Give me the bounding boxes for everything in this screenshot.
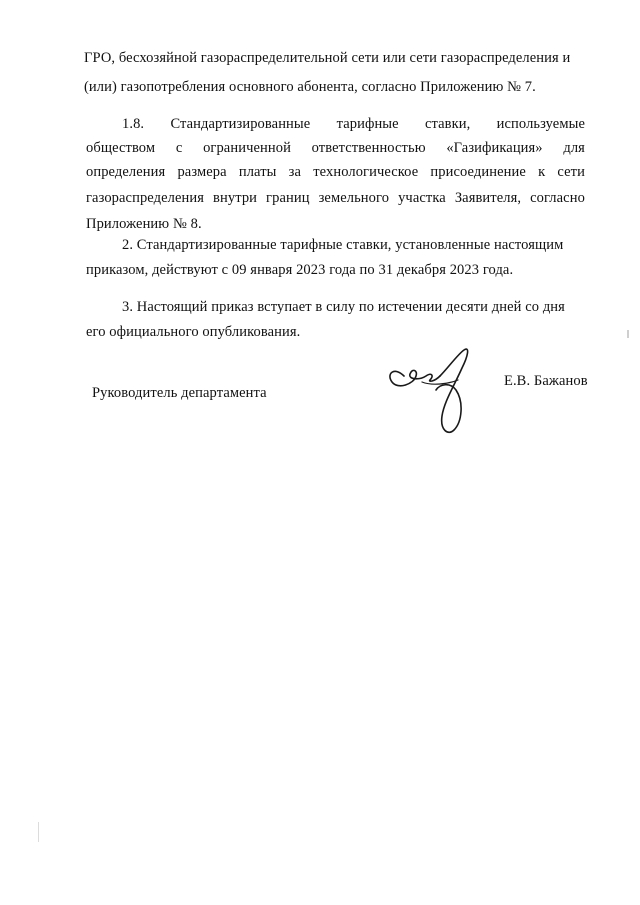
word: согласно: [530, 190, 585, 206]
paragraph-line: ГРО, бесхозяйной газораспределительной сети или сети газораспределения и: [84, 50, 571, 66]
word: обществом: [86, 140, 156, 156]
word: границ: [266, 190, 310, 206]
word: к: [538, 164, 546, 180]
position-title: Руководитель департамента: [92, 385, 267, 401]
paragraph-line-justified: [122, 116, 585, 133]
paragraph-line: его официального опубликования.: [86, 324, 301, 340]
scan-artifact: [627, 330, 629, 338]
word: размера: [177, 164, 227, 180]
paragraph-line-justified: [86, 140, 585, 157]
word: газораспределения: [86, 190, 205, 206]
word: Заявителя,: [454, 190, 522, 206]
word: сети: [557, 164, 585, 180]
word: присоединение: [430, 164, 526, 180]
scan-artifact: [38, 822, 39, 842]
word: «Газификация»: [446, 140, 543, 156]
paragraph-line-justified: [86, 164, 585, 181]
word: за: [288, 164, 302, 180]
word: ответственностью: [311, 140, 426, 156]
word: определения: [86, 164, 166, 180]
paragraph-line: приказом, действуют с 09 января 2023 года по 31 декабря 2023 года.: [86, 262, 514, 278]
word: ограниченной: [203, 140, 291, 156]
word: с: [175, 140, 183, 156]
word: участка: [398, 190, 446, 206]
handwritten-signature: [382, 346, 482, 438]
word: земельного: [318, 190, 390, 206]
word: 1.8.: [122, 116, 145, 132]
paragraph-line: 2. Стандартизированные тарифные ставки, установленные настоящим: [122, 237, 564, 253]
paragraph-line-justified: [86, 190, 585, 207]
paragraph-line: Приложению № 8.: [86, 216, 202, 232]
word: внутри: [213, 190, 258, 206]
word: ставки,: [424, 116, 471, 132]
signer-name: Е.В. Бажанов: [504, 373, 588, 389]
word: для: [563, 140, 585, 156]
word: используемые: [496, 116, 585, 132]
word: тарифные: [336, 116, 399, 132]
word: платы: [238, 164, 277, 180]
paragraph-line: (или) газопотребления основного абонента, согласно Приложению № 7.: [84, 79, 536, 95]
paragraph-line: 3. Настоящий приказ вступает в силу по истечении десяти дней со дня: [122, 299, 565, 315]
word: Стандартизированные: [170, 116, 311, 132]
word: технологическое: [313, 164, 419, 180]
